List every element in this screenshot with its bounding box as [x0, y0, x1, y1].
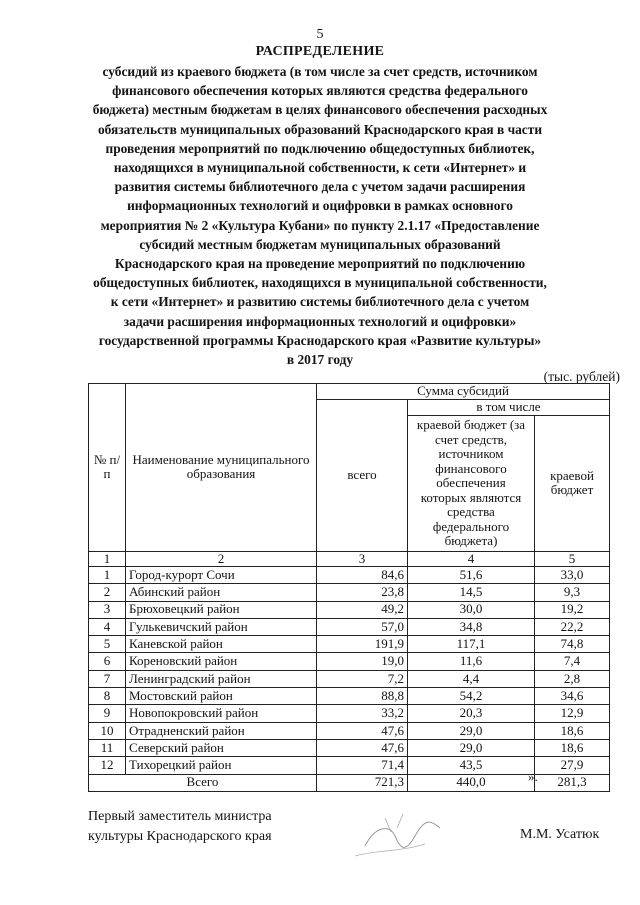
table-row [89, 601, 610, 618]
row-number: 5 [89, 636, 126, 653]
row-total: 33,2 [317, 705, 408, 722]
row-municipality: Отрадненский район [126, 722, 317, 739]
units-label: (тыс. рублей) [543, 369, 620, 384]
row-fed: 51,6 [408, 567, 535, 584]
table-row [89, 688, 610, 705]
subtitle-line: субсидий из краевого бюджета (в том числе за счет средств, источником [102, 64, 538, 79]
row-municipality: Абинский район [126, 584, 317, 601]
row-fed: 11,6 [408, 653, 535, 670]
subtitle-line: в 2017 году [286, 352, 354, 368]
subtitle-line: общедоступных библиотек, находящихся в муниципальной собственности, [93, 275, 547, 291]
row-municipality: Кореновский район [126, 653, 317, 670]
row-fed: 30,0 [408, 601, 535, 618]
row-reg: 74,8 [535, 636, 610, 653]
totals-reg: 281,3 [535, 774, 610, 791]
subtitle-line: проведения мероприятий по подключению общедоступных библиотек, [105, 140, 535, 156]
subtitle-line: финансового обеспечения которых являются средства федерального [112, 83, 528, 99]
row-reg: 33,0 [535, 567, 610, 584]
totals-label: Всего [89, 774, 317, 791]
row-total: 47,6 [317, 722, 408, 739]
row-total: 191,9 [317, 636, 408, 653]
row-fed: 14,5 [408, 584, 535, 601]
row-municipality: Ленинградский район [126, 670, 317, 687]
row-fed: 4,4 [408, 670, 535, 687]
signatory-position [88, 807, 272, 847]
row-reg: 7,4 [535, 653, 610, 670]
row-municipality: Гулькевичский район [126, 618, 317, 635]
table-row [89, 636, 610, 653]
row-fed: 20,3 [408, 705, 535, 722]
header-total: всего [317, 400, 408, 552]
totals-fed: 440,0 [408, 774, 535, 791]
row-municipality: Тихорецкий район [126, 757, 317, 774]
column-number: 3 [317, 551, 408, 567]
document-subtitle [75, 62, 565, 369]
header-num: № п/п [89, 384, 126, 552]
row-fed: 34,8 [408, 618, 535, 635]
row-total: 7,2 [317, 670, 408, 687]
distribution-table [88, 383, 610, 792]
closing-quote: ». [528, 769, 538, 784]
row-municipality: Город-курорт Сочи [126, 567, 317, 584]
row-reg: 12,9 [535, 705, 610, 722]
table-row [89, 618, 610, 635]
table-row [89, 722, 610, 739]
header-fed-budget: краевой бюджет (за счет средств, источником финансового обеспечения которых являются средства федерального бюджета) [408, 416, 535, 552]
row-municipality: Новопокровский район [126, 705, 317, 722]
subtitle-line: Краснодарского края на проведение мероприятий по подключению [114, 256, 526, 272]
subtitle-line: развития системы библиотечного дела с учетом задачи расширения [114, 179, 526, 195]
column-number: 2 [126, 551, 317, 567]
row-number: 11 [89, 739, 126, 756]
row-fed: 54,2 [408, 688, 535, 705]
signatory-position-line: культуры Краснодарского края [88, 829, 272, 844]
table-row [89, 653, 610, 670]
row-total: 49,2 [317, 601, 408, 618]
row-number: 6 [89, 653, 126, 670]
totals-total: 721,3 [317, 774, 408, 791]
subtitle-line: бюджета) местным бюджетам в целях финансового обеспечения расходных [92, 102, 548, 118]
row-number: 3 [89, 601, 126, 618]
row-fed: 117,1 [408, 636, 535, 653]
row-reg: 22,2 [535, 618, 610, 635]
subtitle-line: обязательств муниципальных образований Краснодарского края в части [97, 121, 543, 137]
row-number: 7 [89, 670, 126, 687]
row-number: 9 [89, 705, 126, 722]
table-row [89, 670, 610, 687]
row-total: 23,8 [317, 584, 408, 601]
subtitle-line: информационных технологий и оцифровки в рамках основного [127, 198, 513, 214]
row-number: 2 [89, 584, 126, 601]
subtitle-line: находящихся в муниципальной собственности, к сети «Интернет» и [113, 160, 527, 176]
handwritten-signature [345, 806, 455, 866]
row-municipality: Северский район [126, 739, 317, 756]
row-reg: 34,6 [535, 688, 610, 705]
row-total: 19,0 [317, 653, 408, 670]
row-reg: 18,6 [535, 739, 610, 756]
signatory-position-line: Первый заместитель министра [88, 809, 272, 824]
row-municipality: Брюховецкий район [126, 601, 317, 618]
row-number: 12 [89, 757, 126, 774]
row-reg: 2,8 [535, 670, 610, 687]
row-reg: 19,2 [535, 601, 610, 618]
subtitle-line: задачи расширения информационных технологий и оцифровки» [123, 313, 517, 329]
subtitle-line: субсидий местным бюджетам муниципальных образований [139, 236, 501, 252]
subtitle-line: мероприятия № 2 «Культура Кубани» по пункту 2.1.17 «Предоставление [100, 217, 540, 233]
row-number: 4 [89, 618, 126, 635]
row-municipality: Каневской район [126, 636, 317, 653]
row-number: 1 [89, 567, 126, 584]
row-total: 57,0 [317, 618, 408, 635]
row-reg: 9,3 [535, 584, 610, 601]
page-number: 5 [316, 27, 324, 42]
table-row [89, 739, 610, 756]
column-number: 1 [89, 551, 126, 567]
document-heading: РАСПРЕДЕЛЕНИЕ [255, 44, 385, 59]
header-name: Наименование муниципального образования [126, 384, 317, 552]
row-total: 71,4 [317, 757, 408, 774]
row-reg: 18,6 [535, 722, 610, 739]
header-sum: Сумма субсидий [317, 384, 610, 400]
row-total: 84,6 [317, 567, 408, 584]
signatory-name: М.М. Усатюк [520, 827, 600, 842]
row-number: 10 [89, 722, 126, 739]
column-number: 4 [408, 551, 535, 567]
header-including: в том числе [408, 400, 610, 416]
row-municipality: Мостовский район [126, 688, 317, 705]
row-total: 88,8 [317, 688, 408, 705]
row-number: 8 [89, 688, 126, 705]
table-row [89, 567, 610, 584]
row-fed: 43,5 [408, 757, 535, 774]
subtitle-line: государственной программы Краснодарского края «Развитие культуры» [98, 332, 542, 348]
subtitle-line: к сети «Интернет» и развитию системы библиотечного дела с учетом [110, 294, 530, 310]
header-reg-budget: краевой бюджет [535, 416, 610, 552]
column-number-row [89, 551, 610, 567]
row-fed: 29,0 [408, 722, 535, 739]
row-total: 47,6 [317, 739, 408, 756]
row-reg: 27,9 [535, 757, 610, 774]
column-number: 5 [535, 551, 610, 567]
table-row [89, 584, 610, 601]
row-fed: 29,0 [408, 739, 535, 756]
table-row [89, 705, 610, 722]
